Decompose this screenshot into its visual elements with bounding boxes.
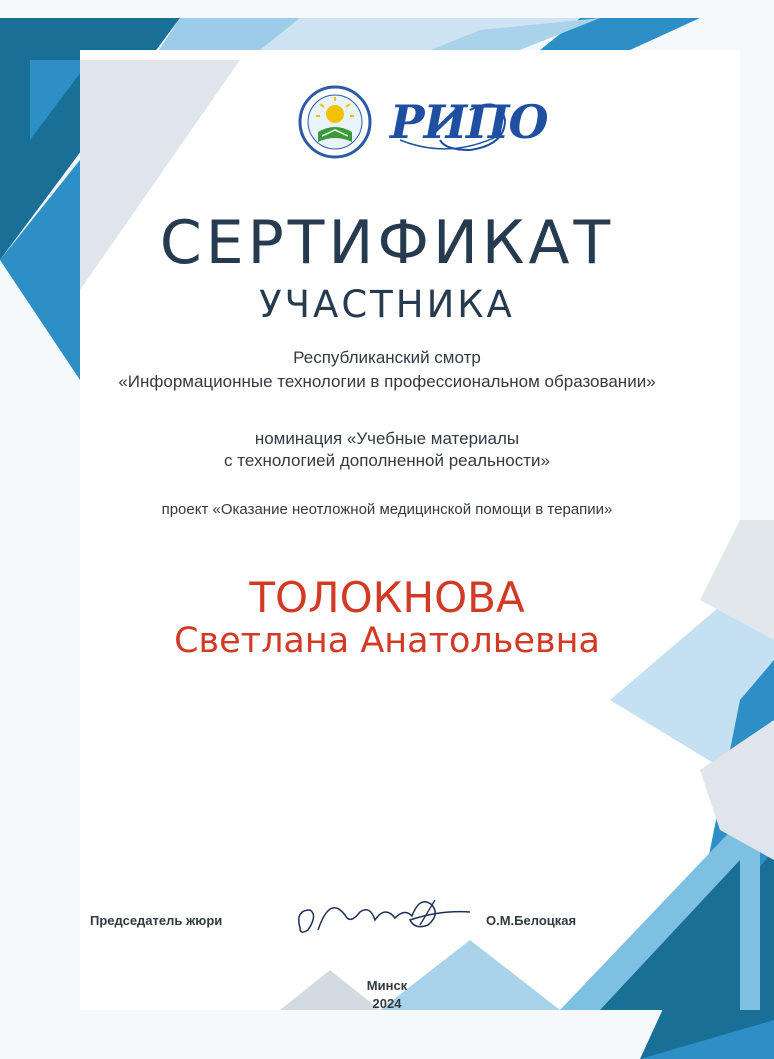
nomination-line-2: с технологией дополненной реальности» (224, 451, 550, 470)
participant-surname: ТОЛОКНОВА (249, 573, 525, 622)
nomination-line-1: номинация «Учебные материалы (254, 429, 520, 448)
ripo-logo-text: РИПО (390, 95, 548, 149)
jury-chair-label: Председатель жюри (90, 913, 223, 928)
city-label: Минск (366, 978, 408, 993)
certificate-subtitle: УЧАСТНИКА (259, 283, 515, 326)
certificate-title: СЕРТИФИКАТ (159, 208, 615, 278)
inner-panel (80, 50, 740, 1010)
event-line-1: Республиканский смотр (293, 348, 481, 367)
project-line: проект «Оказание неотложной медицинской помощи в терапии» (161, 501, 613, 518)
participant-given-names: Светлана Анатольевна (174, 621, 600, 661)
year-label: 2024 (372, 996, 402, 1011)
jury-chair-name: О.М.Белоцкая (486, 913, 577, 928)
event-line-2: «Информационные технологии в профессиональном образовании» (118, 372, 656, 391)
ministry-emblem-icon (300, 87, 370, 157)
